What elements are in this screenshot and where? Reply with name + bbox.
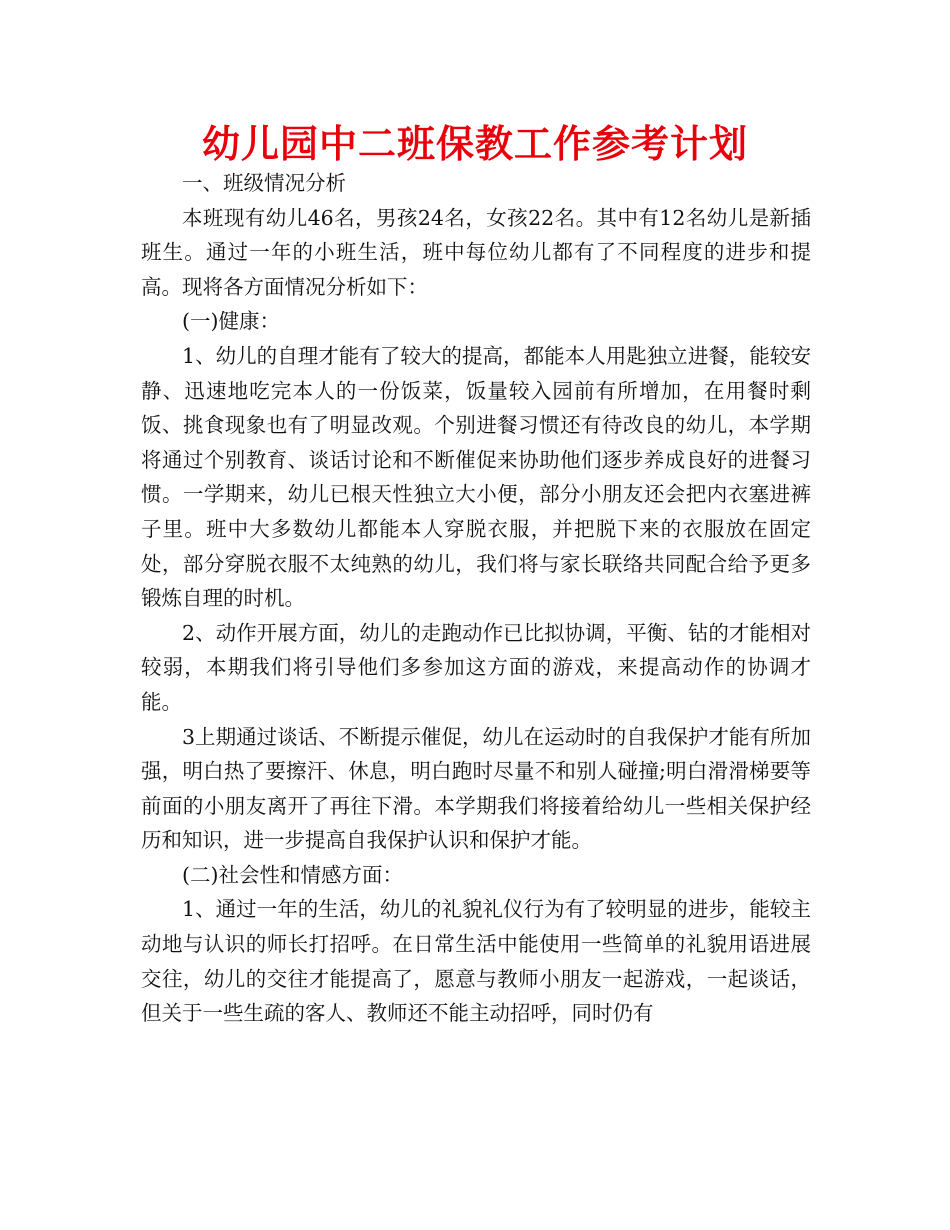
paragraph: 3上期通过谈话、不断提示催促，幼儿在运动时的自我保护才能有所加强，明白热了要擦汗、休息，明白跑时尽量不和别人碰撞;明白滑滑梯要等前面的小朋友离开了再往下滑。本学期我们将接着给幼儿一些相关保护经历和知识，进一步提高自我保护认识和保护才能。	[141, 724, 811, 853]
paragraph: 本班现有幼儿46名，男孩24名，女孩22名。其中有12名幼儿是新插班生。通过一年的小班生活，班中每位幼儿都有了不同程度的进步和提高。现将各方面情况分析如下：	[141, 205, 811, 299]
document-body	[141, 166, 811, 1031]
document-title: 幼儿园中二班保教工作参考计划	[201, 122, 748, 166]
paragraph: 1、幼儿的自理才能有了较大的提高，都能本人用匙独立进餐，能较安静、迅速地吃完本人的一份饭菜，饭量较入园前有所增加，在用餐时剩饭、挑食现象也有了明显改观。个别进餐习惯还有待改良的幼儿，本学期将通过个别教育、谈话讨论和不断催促来协助他们逐步养成良好的进餐习惯。一学期来，幼儿已根天性独立大小便，部分小朋友还会把内衣塞进裤子里。班中大多数幼儿都能本人穿脱衣服，并把脱下来的衣服放在固定处，部分穿脱衣服不太纯熟的幼儿，我们将与家长联络共同配合给予更多锻炼自理的时机。	[141, 343, 811, 611]
section-heading: 一、班级情况分析	[182, 171, 346, 195]
subsection-heading: (二)社会性和情感方面：	[182, 862, 403, 887]
paragraph: 2、动作开展方面，幼儿的走跑动作已比拟协调，平衡、钻的才能相对较弱，本期我们将引导他们多参加这方面的游戏，来提高动作的协调才能。	[141, 620, 811, 714]
paragraph: 1、通过一年的生活，幼儿的礼貌礼仪行为有了较明显的进步，能较主动地与认识的师长打招呼。在日常生活中能使用一些简单的礼貌用语进展交往，幼儿的交往才能提高了，愿意与教师小朋友一起游戏，一起谈话，但关于一些生疏的客人、教师还不能主动招呼，同时仍有	[141, 897, 811, 1026]
subsection-heading: (一)健康：	[182, 309, 280, 334]
